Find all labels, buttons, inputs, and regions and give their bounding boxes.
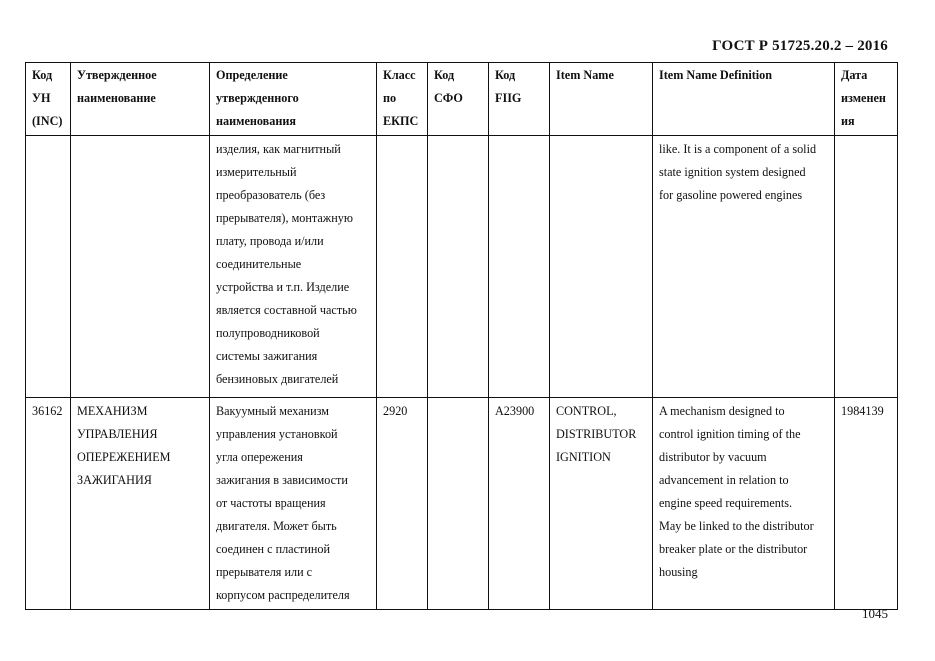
cell-approved-name [71,136,210,398]
cell-inc: 36162 [26,398,71,610]
col-header-definition: Определение утвержденного наименования [210,63,377,136]
col-header-change-date: Дата изменен ия [835,63,898,136]
col-header-sfo-code: Код СФО [428,63,489,136]
cell-item-name-definition: A mechanism designed to control ignition timing of the distributor by vacuum advancement in relation to engine speed requirements. May be linked to the distributor breaker plate or the distributor housing [653,398,835,610]
document-standard-title: ГОСТ Р 51725.20.2 – 2016 [712,38,888,54]
cell-change-date: 1984139 [835,398,898,610]
cell-fiig-code: A23900 [489,398,550,610]
cell-item-name: CONTROL, DISTRIBUTOR IGNITION [550,398,653,610]
cell-definition-ru: изделия, как магнитный измерительный преобразователь (без прерывателя), монтажную плату, провода и/или соединительные устройства и т.п. Изделие является составной частью полупроводниковой системы зажигания бензиновых двигателей [210,136,377,398]
cell-ekps-class [377,136,428,398]
cell-approved-name: МЕХАНИЗМ УПРАВЛЕНИЯ ОПЕРЕЖЕНИЕМ ЗАЖИГАНИЯ [71,398,210,610]
cell-fiig-code [489,136,550,398]
cell-item-name-definition: like. It is a component of a solid state ignition system designed for gasoline powered engines [653,136,835,398]
cell-change-date [835,136,898,398]
col-header-ekps-class: Класс по ЕКПС [377,63,428,136]
cell-sfo-code [428,136,489,398]
table-row [26,398,898,610]
table-row [26,136,898,398]
cell-definition-ru: Вакуумный механизм управления установкой угла опережения зажигания в зависимости от частоты вращения двигателя. Может быть соединен с пластиной прерывателя или с корпусом распределителя [210,398,377,610]
col-header-item-name-definition: Item Name Definition [653,63,835,136]
page-number: 1045 [862,606,888,621]
cell-sfo-code [428,398,489,610]
col-header-item-name: Item Name [550,63,653,136]
col-header-inc: Код УН (INC) [26,63,71,136]
cell-inc [26,136,71,398]
table-header-row [26,63,898,136]
col-header-fiig-code: Код FIIG [489,63,550,136]
col-header-approved-name: Утвержденное наименование [71,63,210,136]
nomenclature-table [25,62,898,610]
cell-ekps-class: 2920 [377,398,428,610]
cell-item-name [550,136,653,398]
